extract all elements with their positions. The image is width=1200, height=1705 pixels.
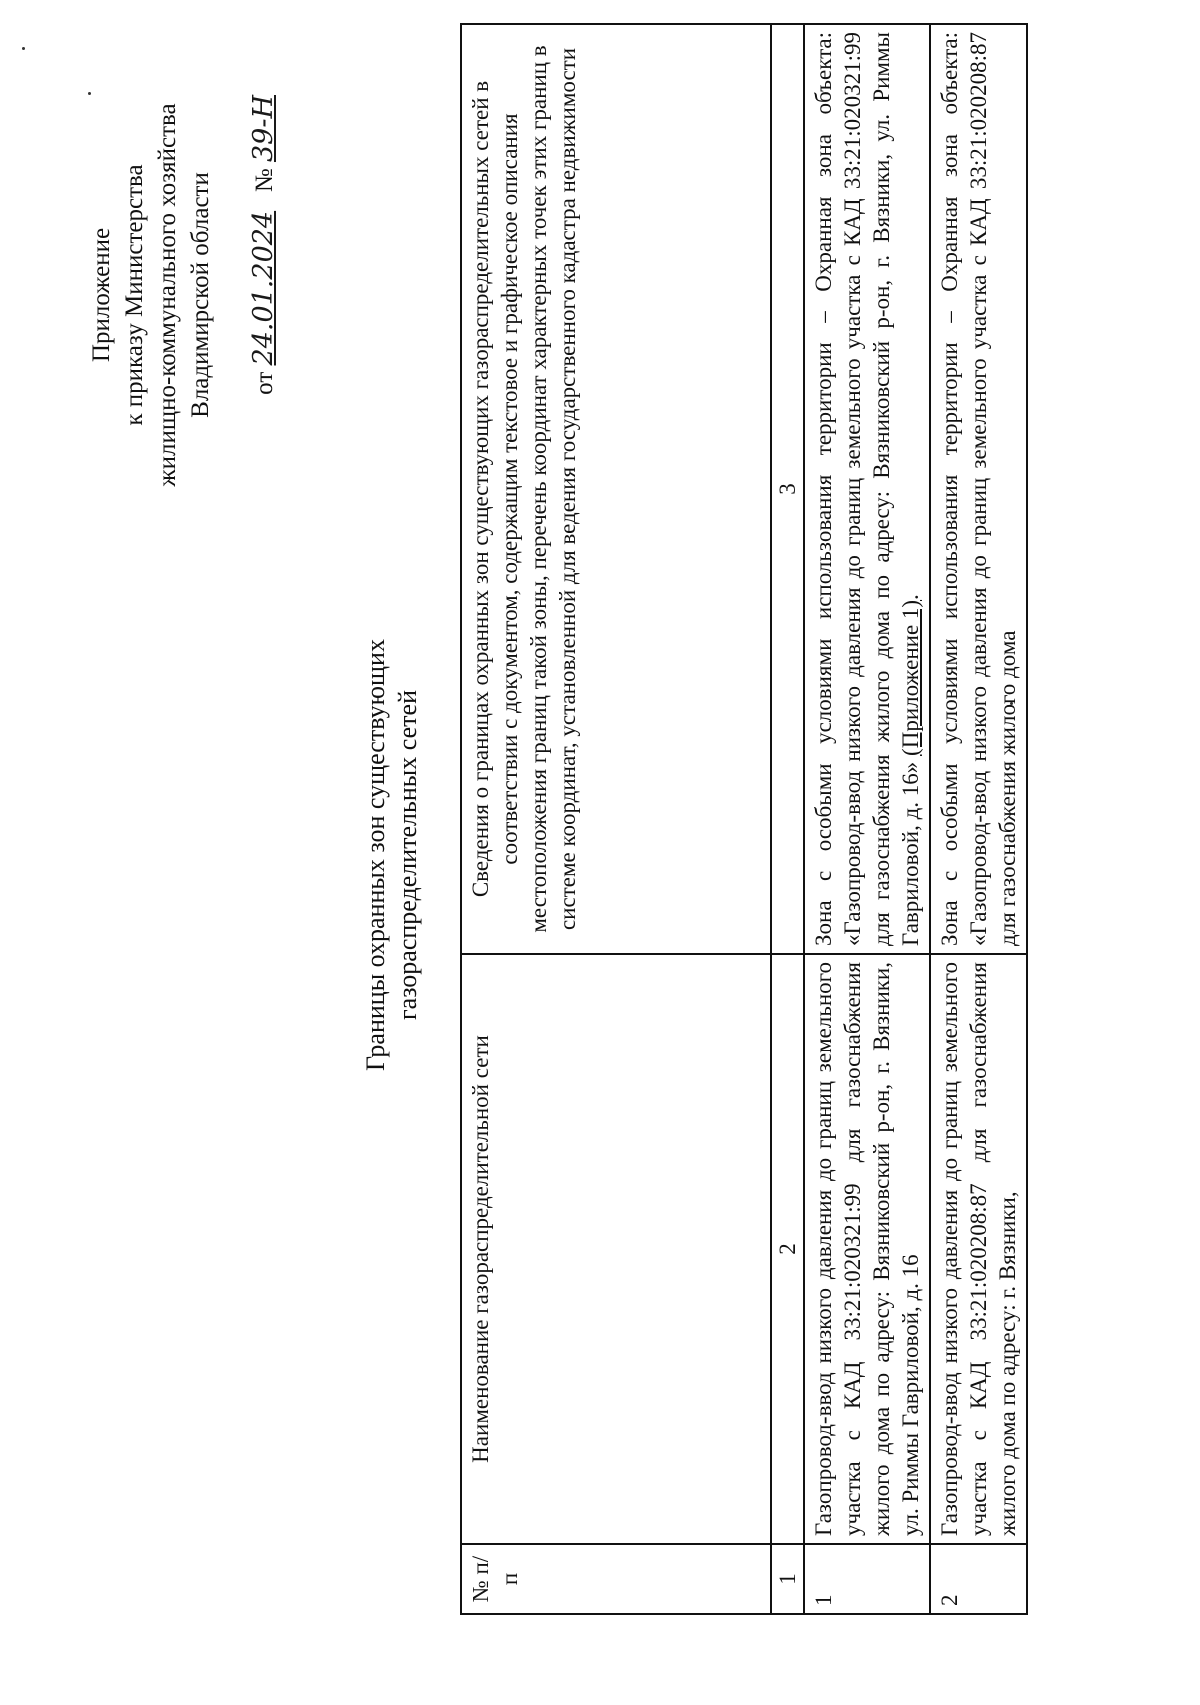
header-zone-info: Сведения о границах охранных зон существующих газораспределительных сетей в соответствии с документом, содержащим текстовое и графическое описания местоположения границ такой зоны, перечень координат характерных точек этих границ в системе координат, установленной для ведения государственного кадастра недвижимости — [461, 24, 771, 954]
header-network-name: Наименование газораспределительной сети — [461, 954, 771, 1544]
zone-info — [930, 24, 1027, 954]
zone-appendix-ref: (Приложение 1) — [898, 599, 923, 756]
document-title — [360, 505, 424, 1205]
order-date: 24.01.2024 — [248, 210, 279, 366]
scan-speck — [22, 47, 25, 50]
number-prefix: № — [251, 168, 278, 193]
gas-network-table — [460, 23, 1028, 1615]
title-line-2: газораспределительных сетей — [393, 690, 422, 1021]
row-number: 2 — [930, 1544, 1027, 1614]
network-name: Газопровод-ввод низкого давления до границ земельного участка с КАД 33:21:020321:99 для газоснабжения жилого дома по адресу: Вязниковский р-он, г. Вязники, ул. Риммы Гавриловой, д. 16 — [804, 954, 930, 1544]
zone-info-text: Зона с особыми условиями использования территории – Охранная зона объекта: «Газопровод-ввод низкого давления до границ земельного участка с КАД 33:21:020208:87 для газоснабжения жилого дома — [937, 32, 1020, 946]
table-index-row — [771, 24, 804, 1614]
index-cell: 3 — [771, 24, 804, 954]
header-number: № п/п — [461, 1544, 771, 1614]
table-header-row — [461, 24, 771, 1614]
index-cell: 2 — [771, 954, 804, 1544]
row-number: 1 — [804, 1544, 930, 1614]
appendix-ministry: жилищно-коммунального хозяйства — [154, 103, 181, 487]
index-cell: 1 — [771, 1544, 804, 1614]
zone-info-text: Зона с особыми условиями использования территории – Охранная зона объекта: «Газопровод-ввод низкого давления до границ земельного участка с КАД 33:21:020321:99 для газоснабжения жилого дома по адресу: Вязниковский р-он, г. Вязники, ул. Риммы Гавриловой, д. 16» — [811, 32, 923, 946]
appendix-region: Владимирской области — [187, 172, 214, 418]
network-name: Газопровод-ввод низкого давления до границ земельного участка с КАД 33:21:020208:87 для газоснабжения жилого дома по адресу: г. Вязники, — [930, 954, 1027, 1544]
order-number: 39-Н — [248, 95, 279, 163]
title-line-1: Границы охранных зон существующих — [361, 639, 390, 1071]
table-row — [804, 24, 930, 1614]
appendix-block — [85, 55, 281, 535]
zone-info-end: . — [898, 594, 923, 600]
appendix-order-ref: к приказу Министерства — [121, 164, 148, 426]
order-date-number — [247, 55, 281, 535]
table-row — [930, 24, 1027, 1614]
zone-info — [804, 24, 930, 954]
date-prefix: от — [251, 371, 278, 395]
appendix-heading: Приложение — [88, 227, 115, 363]
